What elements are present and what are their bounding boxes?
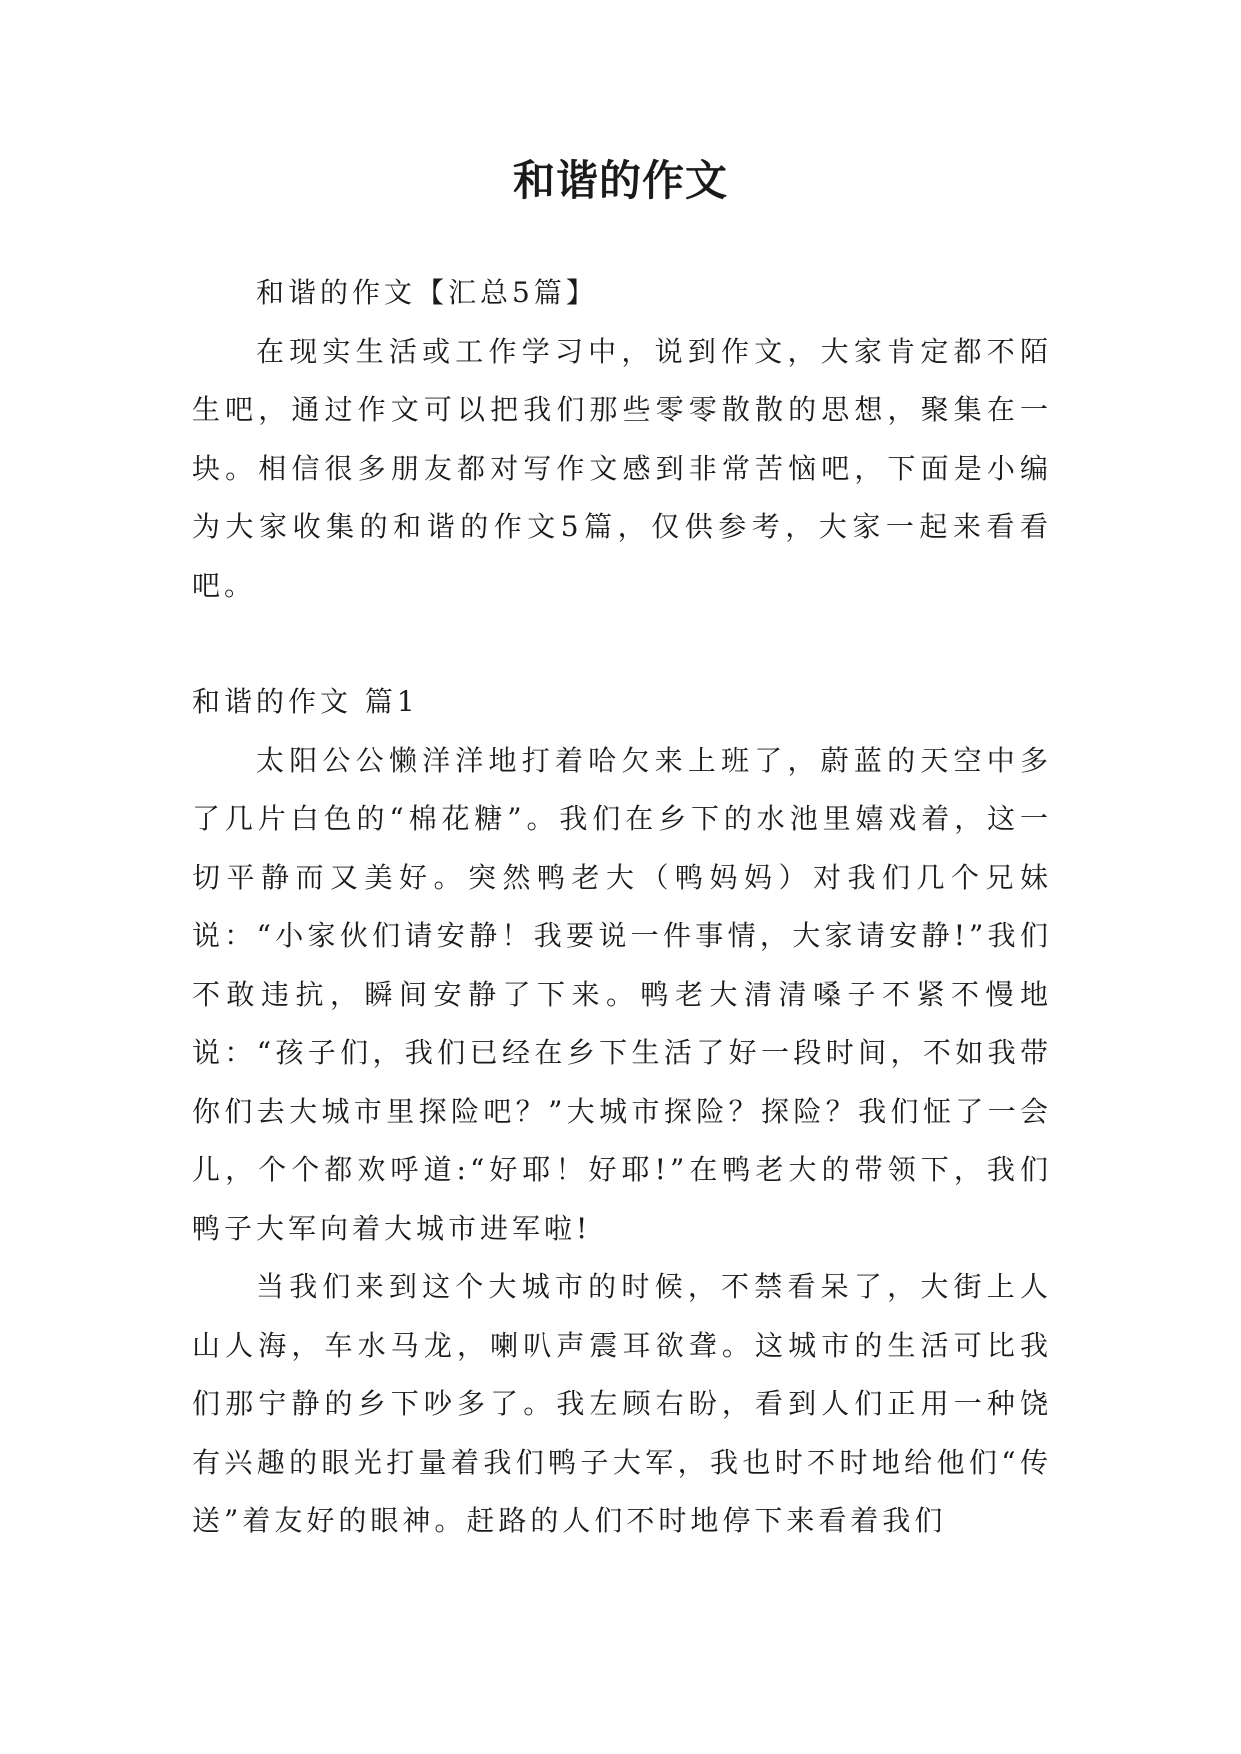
intro-paragraph: 在现实生活或工作学习中，说到作文，大家肯定都不陌生吧，通过作文可以把我们那些零零散散的思想，聚集在一块。相信很多朋友都对写作文感到非常苦恼吧，下面是小编为大家收集的和谐的作文5篇，仅供参考，大家一起来看看吧。: [192, 334, 1052, 602]
section-paragraph-2: 当我们来到这个大城市的时候，不禁看呆了，大街上人山人海，车水马龙，喇叭声震耳欲聋。这城市的生活可比我们那宁静的乡下吵多了。我左顾右盼，看到人们正用一种饶有兴趣的眼光打量着我们鸭子大军，我也时不时地给他们“传送”着友好的眼神。赶路的人们不时地停下来看着我们: [192, 1270, 1052, 1537]
section-paragraph-1: 太阳公公懒洋洋地打着哈欠来上班了，蔚蓝的天空中多了几片白色的“棉花糖”。我们在乡下的水池里嬉戏着，这一切平静而又美好。突然鸭老大（鸭妈妈）对我们几个兄妹说：“小家伙们请安静！我要说一件事情，大家请安静!”我们不敢违抗，瞬间安静了下来。鸭老大清清嗓子不紧不慢地说：“孩子们，我们已经在乡下生活了好一段时间，不如我带你们去大城市里探险吧？”大城市探险？探险？我们怔了一会儿，个个都欢呼道:“好耶！好耶!”在鸭老大的带领下，我们鸭子大军向着大城市进军啦!: [192, 743, 1052, 1245]
intro-heading: 和谐的作文【汇总5篇】: [256, 276, 598, 309]
document-body: [192, 264, 1052, 1551]
document-title: 和谐的作文: [512, 156, 728, 205]
section-spacer: [192, 615, 1052, 673]
section-heading: 和谐的作文 篇1: [192, 685, 419, 718]
